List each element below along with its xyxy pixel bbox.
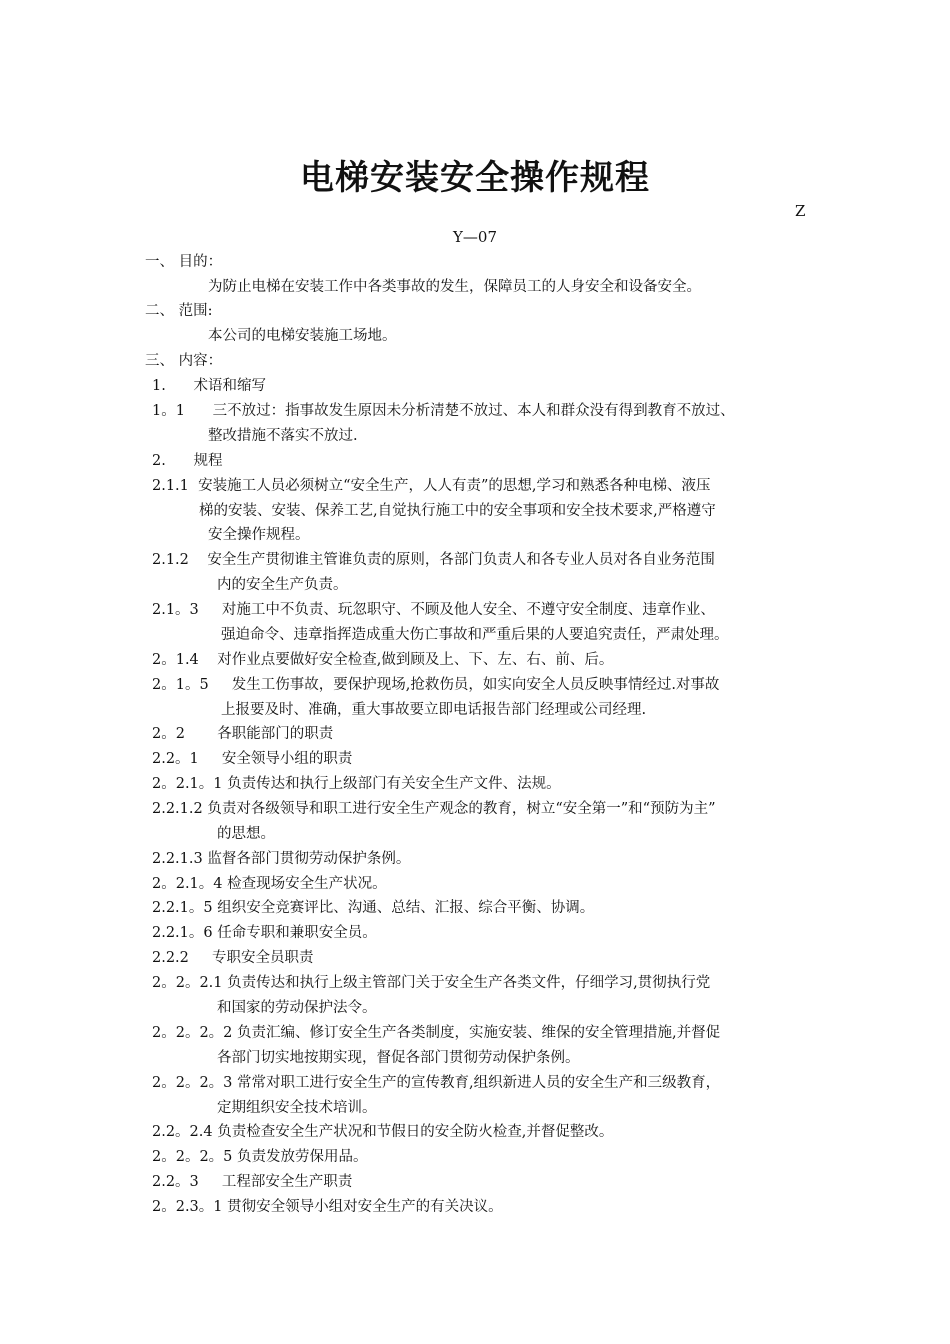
clause-continuation: 的思想。 xyxy=(217,826,275,842)
section-heading: 一、 目的： xyxy=(145,254,223,270)
body-line: 为防止电梯在安装工作中各类事故的发生，保障员工的人身安全和设备安全。 xyxy=(208,279,701,295)
clause-continuation: 和国家的劳动保护法令。 xyxy=(217,1000,377,1016)
section-heading: 二、 范围: xyxy=(145,303,213,319)
clause-line: 2。1.4 对作业点要做好安全检查,做到顾及上、下、左、右、前、后。 xyxy=(152,652,614,668)
clause-line: 2。2。2。3 常常对职工进行安全生产的宣传教育,组织新进人员的安全生产和三级教育， xyxy=(152,1075,721,1091)
clause-line: 2。1。5 发生工伤事故，要保护现场,抢救伤员，如实向安全人员反映事情经过.对事故 xyxy=(152,677,720,693)
body-line: 本公司的电梯安装施工场地。 xyxy=(208,328,397,344)
clause-line: 2。2。2.1 负责传达和执行上级主管部门关于安全生产各类文件，仔细学习,贯彻执行党 xyxy=(152,975,711,991)
clause-continuation: 各部门切实地按期实现，督促各部门贯彻劳动保护条例。 xyxy=(217,1050,580,1066)
clause-line: 2.2.1。5 组织安全竞赛评比、沟通、总结、汇报、综合平衡、协调。 xyxy=(152,900,595,916)
clause-continuation: 内的安全生产负责。 xyxy=(217,577,348,593)
clause-line: 2。2 各职能部门的职责 xyxy=(152,726,334,742)
section-heading: 三、 内容： xyxy=(145,353,223,369)
clause-line: 2.1。3 对施工中不负责、玩忽职守、不顾及他人安全、不遵守安全制度、违章作业、 xyxy=(152,602,715,618)
clause-continuation: 上报要及时、准确，重大事故要立即电话报告部门经理或公司经理. xyxy=(221,702,647,718)
clause-line: 2.1.1 安装施工人员必须树立“安全生产，人人有责”的思想,学习和熟悉各种电梯、液压 xyxy=(152,478,711,494)
clause-line: 2.2。3 工程部安全生产职责 xyxy=(152,1174,353,1190)
clause-line: 2.2.1。6 任命专职和兼职安全员。 xyxy=(152,925,377,941)
clause-line: 2。2.1。1 负责传达和执行上级部门有关安全生产文件、法规。 xyxy=(152,776,561,792)
clause-line: 2. 规程 xyxy=(152,453,223,469)
clause-line: 2。2.3。1 贯彻安全领导小组对安全生产的有关决议。 xyxy=(152,1199,503,1215)
clause-line: 1. 术语和缩写 xyxy=(152,378,266,394)
clause-line: 2.2。2.4 负责检查安全生产状况和节假日的安全防火检查,并督促整改。 xyxy=(152,1124,614,1140)
clause-line: 2.1.2 安全生产贯彻谁主管谁负责的原则，各部门负责人和各专业人员对各自业务范围 xyxy=(152,552,715,568)
doc-code-part2: Y—07 xyxy=(453,228,497,246)
clause-line: 2.2.2 专职安全员职责 xyxy=(152,950,314,966)
clause-continuation: 梯的安装、安装、保养工艺,自觉执行施工中的安全事项和安全技术要求,严格遵守 xyxy=(199,503,716,519)
clause-line: 2。2。2。2 负责汇编、修订安全生产各类制度，实施安装、维保的安全管理措施,并督促 xyxy=(152,1025,721,1041)
clause-line: 1。1 三不放过：指事故发生原因未分析清楚不放过、本人和群众没有得到教育不放过、 xyxy=(152,403,735,419)
clause-line: 2。2。2。5 负责发放劳保用品。 xyxy=(152,1149,368,1165)
clause-line: 2.2.1.3 监督各部门贯彻劳动保护条例。 xyxy=(152,851,411,867)
doc-title: 电梯安装安全操作规程 xyxy=(300,158,650,198)
clause-continuation: 整改措施不落实不放过. xyxy=(208,428,358,444)
clause-continuation: 强迫命令、违章指挥造成重大伤亡事故和严重后果的人要追究责任，严肃处理。 xyxy=(221,627,729,643)
clause-continuation: 定期组织安全技术培训。 xyxy=(217,1100,377,1116)
doc-code-part1: Z xyxy=(795,202,806,220)
clause-line: 2.2。1 安全领导小组的职责 xyxy=(152,751,353,767)
clause-line: 2。2.1。4 检查现场安全生产状况。 xyxy=(152,876,387,892)
clause-continuation: 安全操作规程。 xyxy=(208,527,310,543)
clause-line: 2.2.1.2 负责对各级领导和职工进行安全生产观念的教育，树立“安全第一”和“预防为主” xyxy=(152,801,716,817)
